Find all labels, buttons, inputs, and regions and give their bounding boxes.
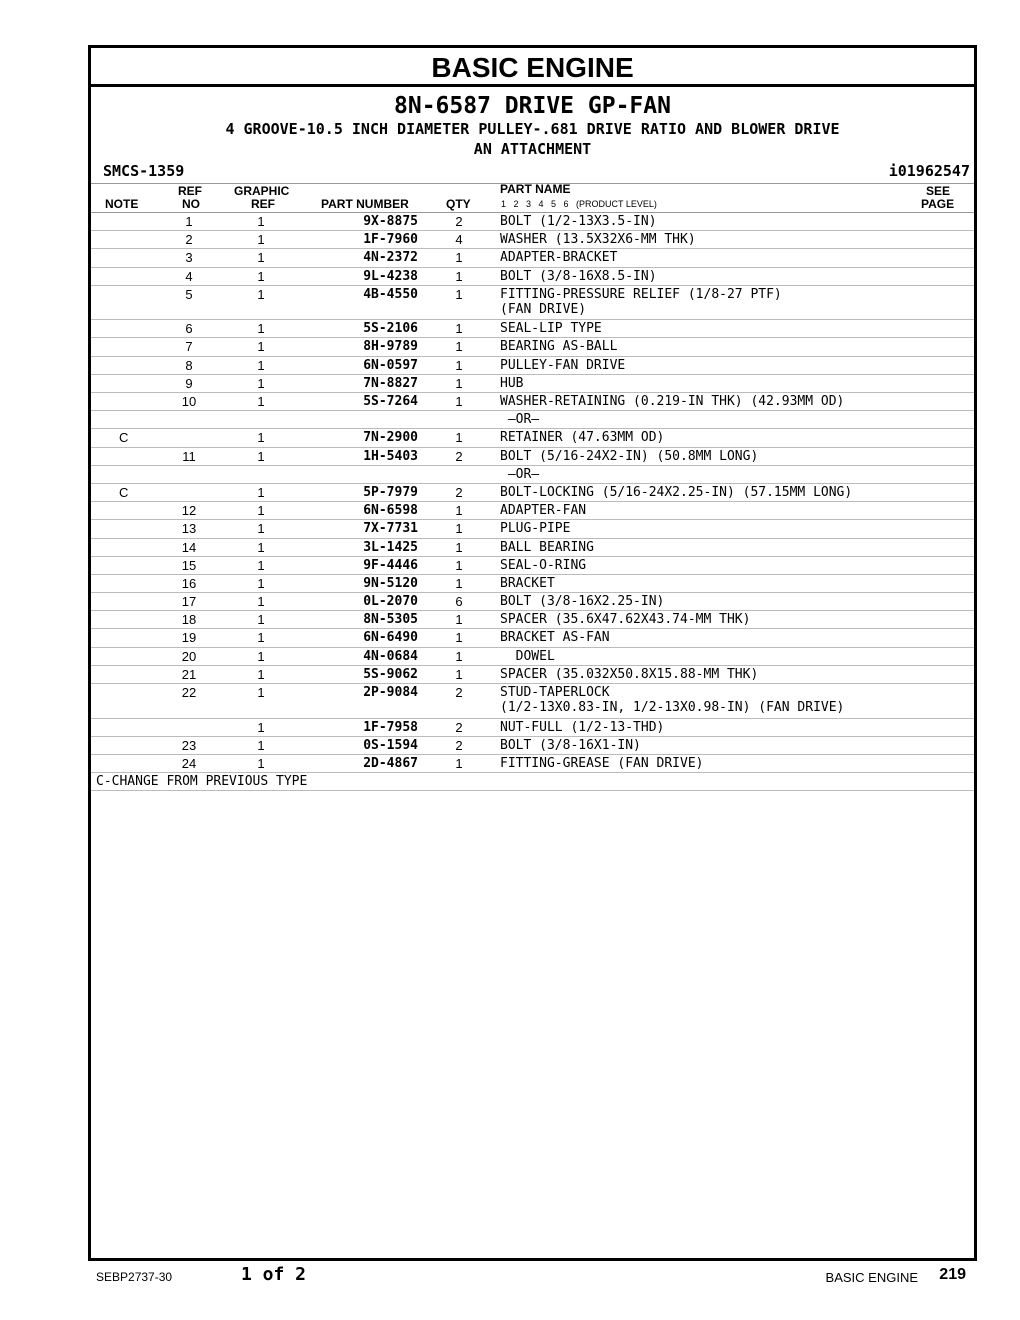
part-number-cell: 7N-2900 (363, 430, 418, 446)
part-name-cell: —OR— (500, 412, 540, 428)
table-row (91, 231, 974, 249)
qty-cell: 2 (455, 214, 463, 229)
id-line (91, 159, 974, 183)
graphic-ref-cell: 1 (257, 448, 265, 464)
graphic-ref-cell: 1 (257, 685, 265, 700)
qty-cell: 1 (455, 286, 463, 302)
qty-cell: 1 (455, 321, 463, 337)
part-name-cell: BOLT-LOCKING (5/16-24X2.25-IN) (57.15MM LONG) (500, 484, 853, 500)
part-name-cell: PLUG-PIPE (500, 521, 571, 537)
part-name-cell: —OR— (500, 466, 540, 482)
graphic-ref-cell: 1 (257, 484, 265, 500)
qty-cell: 1 (455, 394, 463, 409)
part-name-cell: BOLT (3/8-16X2.25-IN) (500, 594, 665, 610)
col-graphic-2: REF (251, 197, 275, 211)
ref-no-cell: 21 (181, 666, 197, 682)
qty-cell: 1 (455, 575, 463, 591)
qty-cell: 2 (455, 737, 463, 753)
qty-cell: 2 (455, 685, 463, 700)
qty-cell: 6 (455, 594, 463, 610)
graphic-ref-cell: 1 (257, 539, 265, 555)
graphic-ref-cell: 1 (257, 719, 265, 735)
col-note: NOTE (105, 197, 139, 211)
part-number-cell: 5P-7979 (363, 484, 418, 500)
qty-cell: 2 (455, 448, 463, 464)
part-name-cell: ADAPTER-BRACKET (500, 250, 618, 266)
graphic-ref-cell: 1 (257, 503, 265, 519)
ref-no-cell: 12 (181, 503, 197, 519)
subtitle-line-2: AN ATTACHMENT (473, 140, 592, 158)
ref-no-cell: 6 (185, 321, 193, 337)
graphic-ref-cell: 1 (257, 286, 265, 302)
table-row (91, 268, 974, 286)
table-row (91, 557, 974, 575)
table-row (91, 648, 974, 666)
part-number-cell: 0S-1594 (363, 737, 418, 753)
col-part-number: PART NUMBER (321, 197, 409, 211)
ref-no-cell: 24 (181, 755, 197, 771)
part-name-cell: BALL BEARING (500, 539, 594, 555)
part-name-cell: WASHER-RETAINING (0.219-IN THK) (42.93MM OD) (500, 394, 845, 409)
footer-section: BASIC ENGINE (825, 1270, 918, 1285)
parts-list (91, 213, 974, 773)
table-row (91, 286, 974, 321)
graphic-ref-cell: 1 (257, 755, 265, 771)
part-name-cell: BEARING AS-BALL (500, 339, 618, 355)
ref-no-cell: 3 (185, 250, 193, 266)
ref-no-cell: 11 (182, 448, 196, 464)
col-qty: QTY (446, 197, 471, 211)
part-number-cell: 9L-4238 (363, 268, 418, 284)
qty-cell: 1 (455, 250, 463, 266)
graphic-ref-cell: 1 (257, 648, 265, 664)
part-name-cell: FITTING-GREASE (FAN DRIVE) (500, 755, 704, 771)
ref-no-cell: 18 (181, 612, 197, 628)
ref-no-cell: 15 (181, 557, 197, 573)
graphic-ref-cell: 1 (257, 521, 265, 537)
table-row (91, 755, 974, 773)
part-name-cell: PULLEY-FAN DRIVE (500, 357, 626, 373)
qty-cell: 1 (455, 755, 463, 771)
part-name-cell: BOLT (5/16-24X2-IN) (50.8MM LONG) (500, 448, 759, 464)
ref-no-cell: 20 (181, 648, 197, 664)
qty-cell: 4 (455, 232, 463, 248)
part-name-cell: BRACKET AS-FAN (500, 630, 610, 646)
qty-cell: 1 (455, 612, 463, 628)
part-name-cell: ADAPTER-FAN (500, 503, 587, 519)
graphic-ref-cell: 1 (257, 339, 265, 355)
part-number-cell: 9F-4446 (363, 557, 418, 573)
table-row (91, 448, 974, 466)
qty-cell: 1 (455, 521, 463, 537)
col-ref-2: NO (182, 197, 200, 211)
part-number-cell: 5S-7264 (363, 394, 418, 409)
part-name-cell: SPACER (35.032X50.8X15.88-MM THK) (500, 666, 759, 682)
part-name-cell-line-2: (1/2-13X0.83-IN, 1/2-13X0.98-IN) (FAN DRIVE) (500, 700, 845, 715)
document-id: i01962547 (888, 162, 970, 180)
table-row (91, 502, 974, 520)
part-number-cell: 8H-9789 (363, 339, 418, 355)
qty-cell: 1 (455, 430, 463, 446)
part-name-cell: WASHER (13.5X32X6-MM THK) (500, 232, 696, 248)
ref-no-cell: 5 (185, 286, 193, 302)
graphic-ref-cell: 1 (257, 737, 265, 753)
note-cell: C (119, 484, 129, 500)
table-row (91, 213, 974, 231)
col-see-2: PAGE (921, 197, 955, 211)
table-row (91, 484, 974, 502)
part-name-cell: STUD-TAPERLOCK (500, 685, 610, 700)
section-title: BASIC ENGINE (91, 48, 974, 87)
graphic-ref-cell: 1 (257, 394, 265, 409)
table-row (91, 466, 974, 484)
ref-no-cell: 10 (181, 394, 197, 409)
table-row (91, 320, 974, 338)
footer-doc-number: SEBP2737-30 (96, 1270, 173, 1284)
ref-no-cell: 2 (185, 232, 193, 248)
part-number-cell: 7X-7731 (363, 521, 418, 537)
qty-cell: 1 (455, 648, 463, 664)
graphic-ref-cell: 1 (257, 612, 265, 628)
part-number-cell: 1F-7958 (363, 719, 418, 735)
table-row (91, 666, 974, 684)
part-number-cell: 4N-2372 (363, 250, 418, 266)
table-row (91, 357, 974, 375)
part-name-cell: BOLT (3/8-16X8.5-IN) (500, 268, 657, 284)
graphic-ref-cell: 1 (257, 630, 265, 646)
ref-no-cell: 19 (181, 630, 197, 646)
graphic-ref-cell: 1 (257, 594, 265, 610)
col-part-name: PART NAME (500, 182, 571, 196)
qty-cell: 1 (455, 557, 463, 573)
footer-page-number: 219 (939, 1266, 966, 1283)
table-row (91, 520, 974, 538)
part-number-cell: 8N-5305 (363, 612, 418, 628)
page-footer (96, 1264, 968, 1288)
part-number-cell: 2P-9084 (363, 685, 418, 700)
part-name-cell: SEAL-O-RING (500, 557, 587, 573)
graphic-ref-cell: 1 (257, 250, 265, 266)
part-number-cell: 2D-4867 (363, 755, 418, 771)
qty-cell: 2 (455, 719, 463, 735)
part-name-cell: BOLT (1/2-13X3.5-IN) (500, 214, 657, 229)
part-number-cell: 6N-6490 (363, 630, 418, 646)
qty-cell: 1 (455, 375, 463, 391)
part-name-cell: HUB (500, 375, 524, 391)
graphic-ref-cell: 1 (257, 557, 265, 573)
table-row (91, 737, 974, 755)
group-title: 8N-6587 DRIVE GP-FAN (394, 93, 671, 119)
table-row (91, 411, 974, 429)
part-number-cell: 3L-1425 (363, 539, 418, 555)
table-row (91, 684, 974, 719)
column-header (91, 183, 974, 213)
table-row (91, 249, 974, 267)
graphic-ref-cell: 1 (257, 666, 265, 682)
subtitle-line-1: 4 GROOVE-10.5 INCH DIAMETER PULLEY-.681 DRIVE RATIO AND BLOWER DRIVE (225, 120, 840, 138)
part-name-cell: SPACER (35.6X47.62X43.74-MM THK) (500, 612, 751, 628)
part-name-cell: BRACKET (500, 575, 555, 591)
smcs-code: SMCS-1359 (103, 162, 185, 180)
part-name-cell-line-2: (FAN DRIVE) (500, 301, 587, 317)
parts-page-frame (88, 45, 977, 1261)
graphic-ref-cell: 1 (257, 268, 265, 284)
table-row (91, 629, 974, 647)
qty-cell: 1 (455, 268, 463, 284)
ref-no-cell: 23 (181, 737, 197, 753)
part-number-cell: 9X-8875 (363, 214, 418, 229)
ref-no-cell: 17 (181, 594, 197, 610)
part-number-cell: 6N-6598 (363, 503, 418, 519)
table-row (91, 338, 974, 356)
table-row (91, 575, 974, 593)
qty-cell: 1 (455, 339, 463, 355)
part-name-cell: RETAINER (47.63MM OD) (500, 430, 665, 446)
table-row (91, 611, 974, 629)
col-graphic-1: GRAPHIC (234, 184, 290, 198)
table-row (91, 593, 974, 611)
table-row (91, 375, 974, 393)
part-number-cell: 6N-0597 (363, 357, 418, 373)
ref-no-cell: 13 (181, 521, 197, 537)
part-name-cell: SEAL-LIP TYPE (500, 321, 602, 337)
part-name-cell: FITTING-PRESSURE RELIEF (1/8-27 PTF) (500, 286, 782, 302)
graphic-ref-cell: 1 (257, 321, 265, 337)
part-number-cell: 1H-5403 (363, 448, 418, 464)
ref-no-cell: 16 (181, 575, 197, 591)
qty-cell: 1 (455, 357, 463, 373)
ref-no-cell: 9 (185, 375, 193, 391)
graphic-ref-cell: 1 (257, 575, 265, 591)
ref-no-cell: 8 (185, 357, 193, 373)
ref-no-cell: 7 (185, 339, 193, 355)
footnote: C-CHANGE FROM PREVIOUS TYPE (91, 773, 974, 791)
part-name-cell: DOWEL (500, 648, 555, 664)
part-number-cell: 4B-4550 (363, 286, 418, 302)
graphic-ref-cell: 1 (257, 214, 265, 229)
qty-cell: 1 (455, 630, 463, 646)
graphic-ref-cell: 1 (257, 375, 265, 391)
part-name-cell: BOLT (3/8-16X1-IN) (500, 737, 641, 753)
ref-no-cell: 22 (181, 685, 197, 700)
part-number-cell: 5S-2106 (363, 321, 418, 337)
col-see-1: SEE (926, 184, 951, 198)
part-number-cell: 9N-5120 (363, 575, 418, 591)
qty-cell: 1 (455, 503, 463, 519)
part-number-cell: 7N-8827 (363, 375, 418, 391)
part-number-cell: 5S-9062 (363, 666, 418, 682)
qty-cell: 1 (455, 539, 463, 555)
qty-cell: 2 (455, 484, 463, 500)
footer-page-of: 1 of 2 (241, 1264, 307, 1285)
part-number-cell: 1F-7960 (363, 232, 418, 248)
part-name-cell: NUT-FULL (1/2-13-THD) (500, 719, 665, 735)
qty-cell: 1 (455, 666, 463, 682)
table-row (91, 429, 974, 447)
ref-no-cell: 14 (181, 539, 197, 555)
graphic-ref-cell: 1 (257, 430, 265, 446)
graphic-ref-cell: 1 (257, 357, 265, 373)
table-row (91, 393, 974, 411)
part-number-cell: 0L-2070 (363, 594, 418, 610)
table-row (91, 539, 974, 557)
ref-no-cell: 1 (185, 214, 193, 229)
part-number-cell: 4N-0684 (363, 648, 418, 664)
note-cell: C (119, 430, 129, 446)
graphic-ref-cell: 1 (257, 232, 265, 248)
col-product-level: 1 2 3 4 5 6 (PRODUCT LEVEL) (501, 199, 657, 209)
col-ref-1: REF (178, 184, 202, 198)
ref-no-cell: 4 (185, 268, 193, 284)
table-row (91, 719, 974, 737)
